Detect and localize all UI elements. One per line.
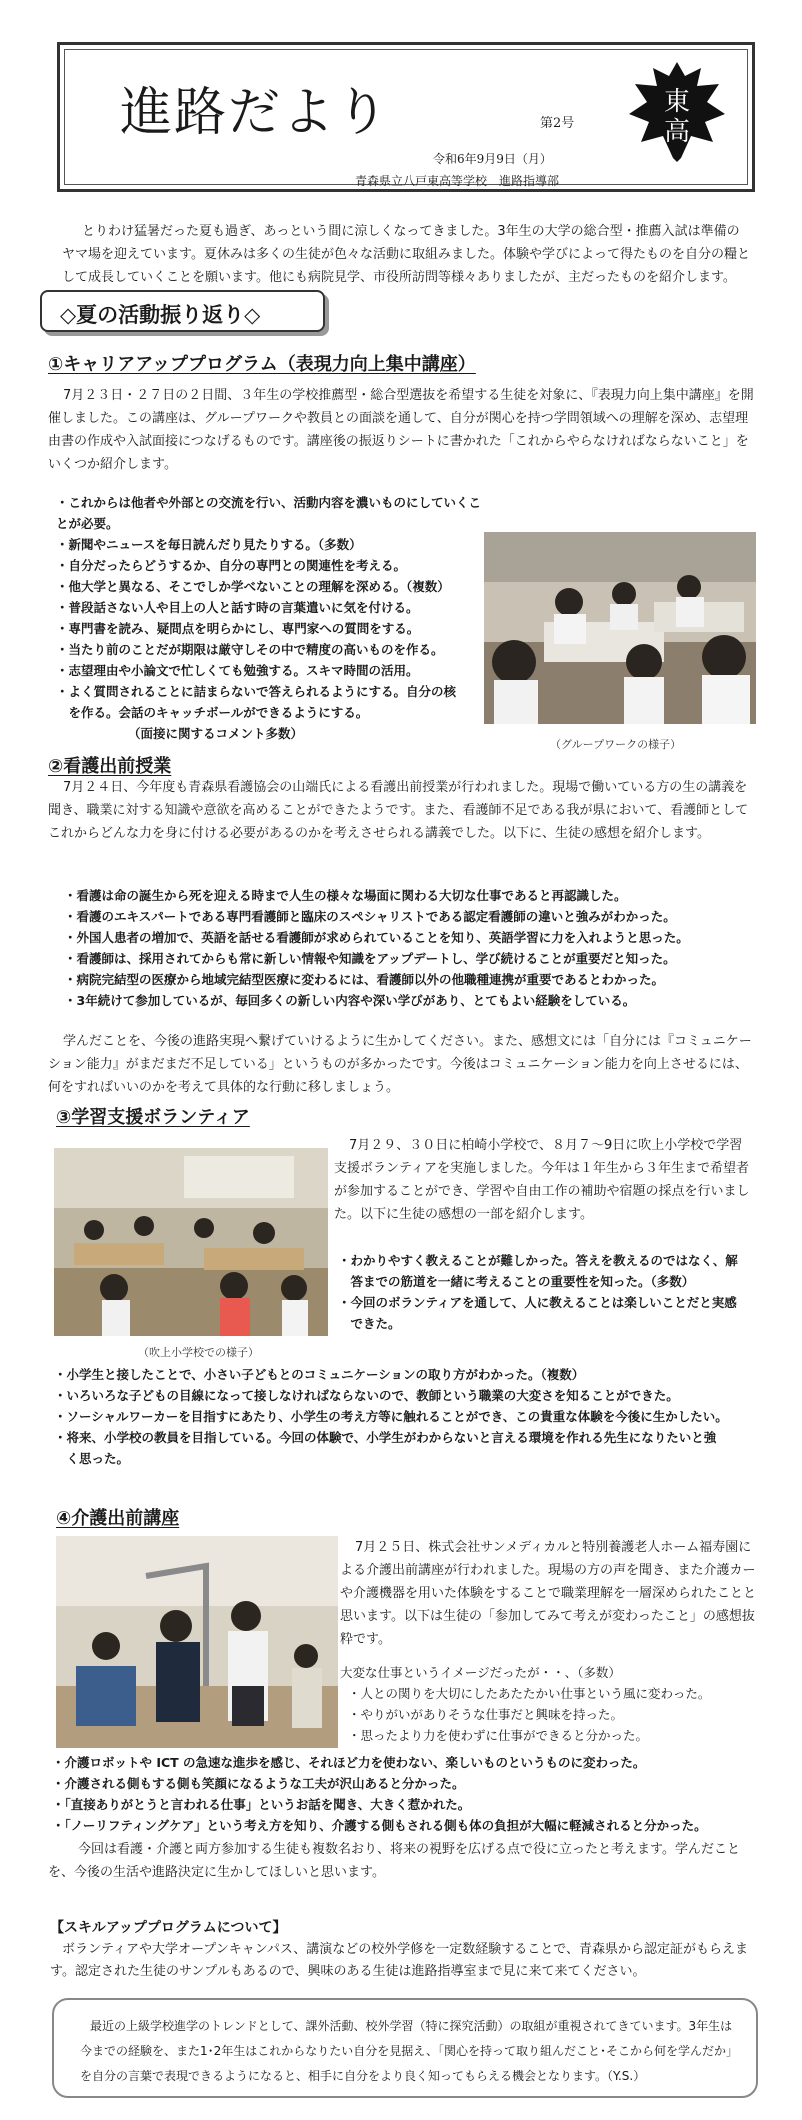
list-item: を作る。会話のキャッチボールができるようにする。 bbox=[56, 705, 369, 720]
skill-program-body: ボランティアや大学オープンキャンパス、講演などの校外学修を一定数経験することで、青森県から認定証がもらえます。認定された生徒のサンプルもあるので、興味のある生徒は進路指導室まで見に来て来てください。 bbox=[50, 1942, 749, 1979]
section-1-body: 7月２３日・２７日の２日間、３年生の学校推薦型・総合型選抜を希望する生徒を対象に、『表現力向上集中講座』を開催しました。この講座は、グループワークや教員との面談を通して、自分が関心を持つ学問領域への理解を深め、志望理由書の作成や入試面接につなげるものです。講座後の振返りシートに書かれた「これからやらなければならないこと」をいくつか紹介します。 bbox=[48, 388, 754, 472]
list-item: ・志望理由や小論文で忙しくても勉強する。スキマ時間の活用。 bbox=[56, 663, 419, 678]
banner-label: ◇夏の活動振り返り◇ bbox=[60, 302, 261, 327]
list-item: （面接に関するコメント多数） bbox=[128, 726, 304, 741]
list-item: ・今回のボランティアを通して、人に教えることは楽しいことだと実感 bbox=[338, 1295, 737, 1310]
list-item: ・いろいろな子どもの目線になって接しなければならないので、教師という職業の大変さを知ることができた。 bbox=[54, 1388, 679, 1403]
list-item: 大変な仕事というイメージだったが・・、（多数） bbox=[340, 1665, 621, 1680]
skill-program-heading: 【スキルアッププログラムについて】 bbox=[50, 1920, 287, 1936]
section-4-list bbox=[44, 1752, 762, 1836]
section-1-list bbox=[48, 492, 488, 744]
list-item: ・よく質問されることに詰まらないで答えられるようにする。自分の核 bbox=[56, 684, 457, 699]
list-item: ・将来、小学校の教員を目指している。今回の体験で、小学生がわからないと言える環境を作れる先生になりたいと強 bbox=[54, 1430, 717, 1445]
intro-paragraph: とりわけ猛暑だった夏も過ぎ、あっという間に涼しくなってきました。3年生の大学の総合型・推薦入試は準備のヤマ場を迎えています。夏休みは多くの生徒が色々な活動に取組みました。体験や学びによって得たものを自分の糧として成長していくことを願います。他にも病院見学、市役所訪問等様々ありましたが、主だったものを紹介します。 bbox=[62, 224, 750, 285]
list-item: ・介護ロボットや ICT の急速な進歩を感じ、それほど力を使わない、楽しいものというものに変わった。 bbox=[52, 1755, 646, 1770]
list-item: ・看護のエキスパートである専門看護師と臨床のスペシャリストである認定看護師の違いと強みがわかった。 bbox=[64, 909, 676, 924]
section-4-heading: ④介護出前講座 bbox=[56, 1508, 180, 1529]
list-item: ・3年続けて参加しているが、毎回多くの新しい内容や深い学びがあり、とてもよい経験をしている。 bbox=[64, 993, 636, 1008]
issue-date: 令和6年9月9日（月） bbox=[433, 152, 552, 166]
list-item: ・新聞やニュースを毎日読んだり見たりする。（多数） bbox=[56, 537, 362, 552]
section-4-body: 7月２５日、株式会社サンメディカルと特別養護老人ホーム福寿園による介護出前講座が行われました。現場の方の声を聞き、また介護カーや介護機器を用いた体験をすることで職業理解を一層深められたことと思います。以下は生徒の「参加してみて考えが変わったこと」の感想抜粋です。 bbox=[340, 1540, 757, 1647]
list-item: ・「ノーリフティングケア」という考え方を知り、介護する側もされる側も体の負担が大幅に軽減されると分かった。 bbox=[52, 1818, 707, 1833]
list-item: ・小学生と接したことで、小さい子どもとのコミュニケーションの取り方がわかった。（複数） bbox=[54, 1367, 585, 1382]
emblem-char-2: 高 bbox=[663, 117, 691, 147]
list-item: ・外国人患者の増加で、英語を話せる看護師が求められていることを知り、英語学習に力を入れようと思った。 bbox=[64, 930, 689, 945]
list-item: ・やりがいがありそうな仕事だと興味を持った。 bbox=[348, 1707, 624, 1722]
list-item: ・看護は命の誕生から死を迎える時まで人生の様々な場面に関わる大切な仕事であると再認識した。 bbox=[64, 888, 627, 903]
list-item: ・わかりやすく教えることが難しかった。答えを教えるのではなく、解 bbox=[338, 1253, 738, 1268]
masthead bbox=[57, 42, 755, 192]
section-4-right-list bbox=[340, 1662, 760, 1746]
section-3-body: 7月２９、３０日に柏崎小学校で、８月７～9日に吹上小学校で学習支援ボランティアを実施しました。今年は１年生から３年生まで希望者が参加することができ、学習や自由工作の補助や宿題の採点を行いました。以下に生徒の感想の一部を紹介します。 bbox=[334, 1138, 750, 1222]
section-2-heading: ②看護出前授業 bbox=[48, 756, 172, 777]
section-4-closing: 今回は看護・介護と両方参加する生徒も複数名おり、将来の視野を広げる点で役に立ったと考えます。学んだことを、今後の生活や進路決定に生かしてほしいと思います。 bbox=[48, 1842, 740, 1880]
section-2-closing: 学んだことを、今後の進路実現へ繋げていけるように生かしてください。また、感想文には「自分には『コミュニケーション能力』がまだまだ不足している」というものが多かったです。今後はコミュニケーション能力を向上させるには、何をすればいいのかを考えて具体的な行動に移しましょう。 bbox=[48, 1034, 752, 1095]
school-emblem-icon bbox=[623, 58, 731, 166]
group-work-photo bbox=[484, 532, 756, 724]
issue-number: 第2号 bbox=[540, 116, 575, 131]
list-item: ・「直接ありがとうと言われる仕事」というお話を聞き、大きく惹かれた。 bbox=[52, 1797, 471, 1812]
list-item: ・人との関りを大切にしたあたたかい仕事という風に変わった。 bbox=[348, 1686, 711, 1701]
list-item: ・当たり前のことだが期限は厳守しその中で精度の高いものを作る。 bbox=[56, 642, 444, 657]
list-item: ・ソーシャルワーカーを目指すにあたり、小学生の考え方等に触れることができ、この貴重な体験を今後に生かしたい。 bbox=[54, 1409, 728, 1424]
list-item: ・他大学と異なる、そこでしか学べないことの理解を深める。（複数） bbox=[56, 579, 450, 594]
masthead-inner-frame bbox=[64, 49, 748, 188]
section-3-right-list bbox=[330, 1250, 760, 1334]
list-item: く思った。 bbox=[54, 1451, 130, 1466]
care-lecture-photo bbox=[56, 1536, 338, 1748]
list-item: ・普段話さない人や目上の人と話す時の言葉遣いに気を付ける。 bbox=[56, 600, 419, 615]
photo-caption: （吹上小学校での様子） bbox=[138, 1346, 259, 1359]
school-department: 青森県立八戸東高等学校 進路指導部 bbox=[355, 174, 560, 188]
list-item: ・看護師は、採用されてからも常に新しい情報や知識をアップデートし、学び続けることが重要だと知った。 bbox=[64, 951, 676, 966]
closing-note-text: 最近の上級学校進学のトレンドとして、課外活動、校外学習（特に探究活動）の取組が重視されてきています。3年生は今までの経験を、また1･2年生はこれからなりたい自分を見据え、「関心を持って取り組んだこと･そこから何を学んだか」を自分の言葉で表現できるようになると、相手に自分をより良く知ってもらえる機会となります。（Y.S.） bbox=[80, 2019, 738, 2083]
list-item: ・自分だったらどうするか、自分の専門との関連性を考える。 bbox=[56, 558, 407, 573]
list-item: ・思ったより力を使わずに仕事ができると分かった。 bbox=[348, 1728, 649, 1743]
volunteer-photo bbox=[54, 1148, 328, 1336]
section-3-heading: ③学習支援ボランティア bbox=[56, 1107, 250, 1128]
photo-caption: （グループワークの様子） bbox=[550, 738, 682, 751]
emblem-char-1: 東 bbox=[663, 87, 691, 117]
section-2-body: 7月２４日、今年度も青森県看護協会の山端氏による看護出前授業が行われました。現場で働いている方の生の講義を聞き、職業に対する知識や意欲を高めることができたようです。また、看護師不足である我が県において、看護師としてこれからどんな力を身に付ける必要があるのかを考えさせられる講義でした。以下に、生徒の感想を紹介します。 bbox=[48, 780, 749, 841]
section-banner bbox=[40, 290, 325, 332]
newsletter-title: 進路だより bbox=[120, 83, 391, 143]
list-item: ・専門書を読み、疑問点を明らかにし、専門家への質問をする。 bbox=[56, 621, 420, 636]
list-item: ・これからは他者や外部との交流を行い、活動内容を濃いものにしていくことが必要。 bbox=[56, 495, 482, 531]
section-1-heading: ①キャリアアッププログラム（表現力向上集中講座） bbox=[48, 354, 476, 375]
list-item: 答までの筋道を一緒に考えることの重要性を知った。（多数） bbox=[338, 1274, 695, 1289]
list-item: ・介護される側もする側も笑顔になるような工夫が沢山あると分かった。 bbox=[52, 1776, 465, 1791]
section-2-list bbox=[56, 885, 766, 1011]
list-item: ・病院完結型の医療から地域完結型医療に変わるには、看護師以外の他職種連携が重要であるとわかった。 bbox=[64, 972, 665, 987]
closing-note-box bbox=[52, 1998, 758, 2098]
section-3-list bbox=[46, 1364, 762, 1469]
list-item: できた。 bbox=[338, 1316, 401, 1331]
